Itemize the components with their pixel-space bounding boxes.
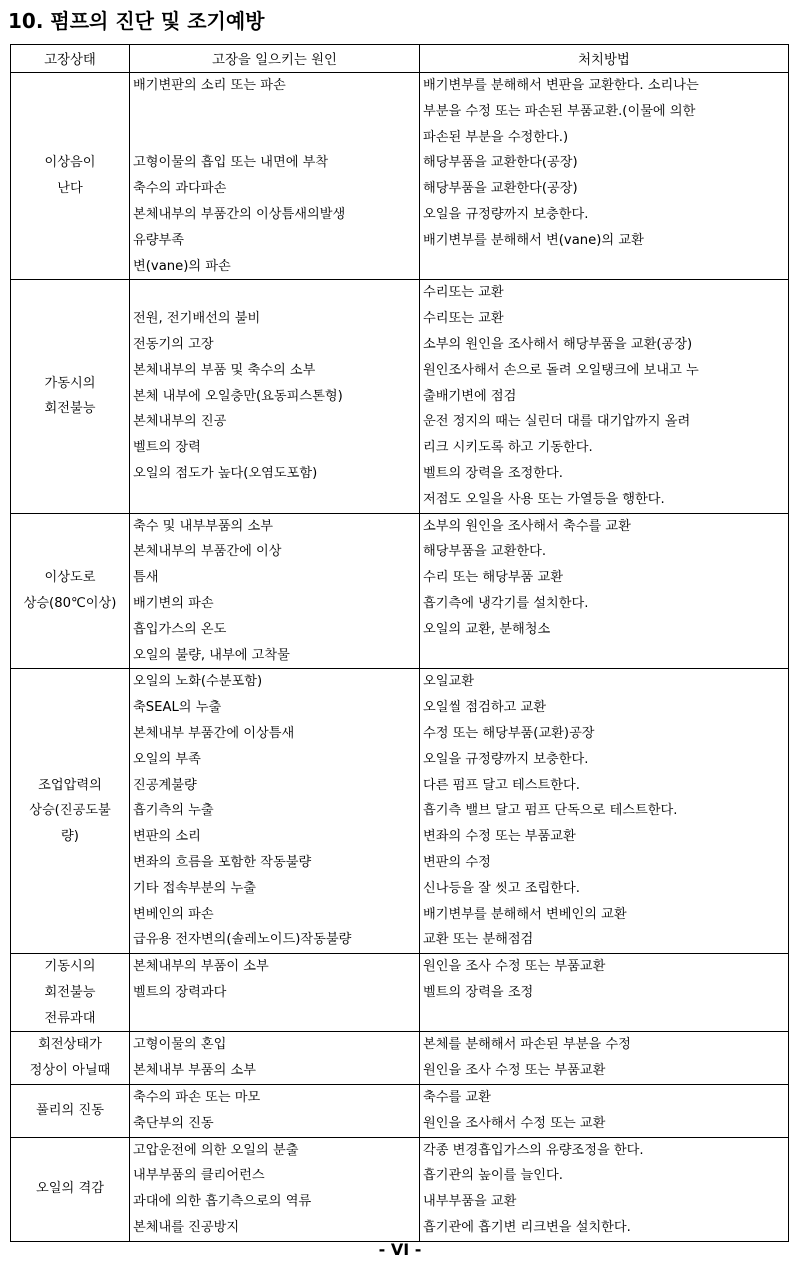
- cause-line: 고압운전에 의한 오일의 분출: [133, 1142, 299, 1158]
- cause-cell: [130, 1137, 420, 1241]
- fault-state-line: 이상음이: [44, 155, 96, 171]
- action-line: 소부의 원인을 조사해서 해당부품을 교환(공장): [423, 336, 693, 352]
- action-cell: [420, 73, 789, 280]
- fault-state-cell: [11, 1032, 130, 1085]
- action-line: 수리또는 교환: [423, 285, 504, 301]
- cause-line: 본체 내부에 오일충만(요동피스톤형): [133, 388, 343, 404]
- fault-state-cell: [11, 1085, 130, 1138]
- cause-line: 고형이물의 혼입: [133, 1037, 227, 1053]
- table-row: [11, 73, 789, 280]
- cause-line: 본체내부 부품의 소부: [133, 1063, 257, 1079]
- fault-state-line: 난다: [57, 181, 83, 197]
- action-line: 원인조사해서 손으로 돌려 오일탱크에 보내고 누: [423, 362, 699, 378]
- action-cell: [420, 513, 789, 669]
- cause-line: [133, 99, 419, 125]
- action-line: 오일을 규정량까지 보충한다.: [423, 206, 589, 222]
- table-row: [11, 1137, 789, 1241]
- action-line: 해당부품을 교환한다(공장): [423, 181, 578, 197]
- fault-state-cell: [11, 1137, 130, 1241]
- action-line: 배기변부를 분해해서 변판을 교환한다. 소리나는: [423, 78, 699, 93]
- action-line: 벨트의 장력을 조정: [423, 984, 534, 1000]
- action-line: 리크 시키도록 하고 기동한다.: [423, 440, 593, 456]
- fault-state-line: 풀리의 진동: [36, 1102, 104, 1118]
- fault-state-line: 회전불능: [44, 984, 96, 1000]
- cause-line: 흡입가스의 온도: [133, 621, 227, 637]
- action-line: 출배기변에 점검: [423, 388, 517, 404]
- action-line: 해당부품을 교환한다(공장): [423, 155, 578, 171]
- action-line: 축수를 교환: [423, 1090, 491, 1106]
- cause-cell: [130, 669, 420, 954]
- cause-cell: [130, 513, 420, 669]
- action-line: 수리또는 교환: [423, 311, 504, 327]
- action-line: 배기변부를 분해해서 변(vane)의 교환: [423, 232, 644, 248]
- cause-cell: [130, 1085, 420, 1138]
- cause-line: 배기변판의 소리 또는 파손: [133, 78, 286, 93]
- action-line: 변판의 수정: [423, 854, 491, 870]
- action-line: 소부의 원인을 조사해서 축수를 교환: [423, 518, 631, 534]
- cause-line: 오일의 노화(수분포함): [133, 674, 263, 690]
- cause-line: [133, 280, 419, 306]
- action-line: 운전 정지의 때는 실린더 대를 대기압까지 올려: [423, 414, 691, 430]
- action-line: 다른 펌프 달고 테스트한다.: [423, 777, 580, 793]
- cause-line: 진공계불량: [133, 777, 197, 793]
- table-row: [11, 954, 789, 1032]
- action-line: 저점도 오일을 사용 또는 가열등을 행한다.: [423, 491, 665, 507]
- cause-line: 본체내부의 부품 및 축수의 소부: [133, 362, 316, 378]
- fault-state-line: 가동시의: [44, 375, 96, 391]
- action-line: 파손된 부분을 수정한다.): [423, 129, 569, 145]
- table-row: [11, 669, 789, 954]
- cause-line: 본체내를 진공방지: [133, 1220, 240, 1236]
- cause-line: 축SEAL의 누출: [133, 700, 222, 716]
- action-line: 원인을 조사해서 수정 또는 교환: [423, 1115, 606, 1131]
- fault-state-line: 정상이 아닐때: [29, 1063, 111, 1079]
- cause-line: 본체내부의 부품이 소부: [133, 959, 269, 975]
- action-line: 내부부품을 교환: [423, 1194, 517, 1210]
- cause-line: 축단부의 진동: [133, 1115, 214, 1131]
- table-row: [11, 1032, 789, 1085]
- fault-state-line: 전류과대: [44, 1010, 96, 1026]
- fault-state-line: 기동시의: [44, 959, 96, 975]
- cause-line: 전원, 전기배선의 불비: [133, 311, 261, 327]
- cause-line: 벨트의 장력과다: [133, 984, 227, 1000]
- action-line: 오일의 교환, 분해청소: [423, 621, 551, 637]
- table-row: [11, 280, 789, 513]
- fault-state-line: 회전불능: [44, 401, 96, 417]
- fault-state-line: 이상도로: [44, 570, 96, 586]
- action-line: 변좌의 수정 또는 부품교환: [423, 829, 576, 845]
- header-actions: 처치방법: [420, 45, 789, 73]
- cause-line: 고형이물의 흡입 또는 내면에 부착: [133, 155, 329, 171]
- cause-line: 변(vane)의 파손: [133, 258, 231, 274]
- cause-line: 배기변의 파손: [133, 595, 214, 611]
- cause-line: 벨트의 장력: [133, 440, 201, 456]
- fault-state-line: 량): [61, 829, 79, 845]
- cause-line: 전동기의 고장: [133, 336, 214, 352]
- action-line: 오일을 규정량까지 보충한다.: [423, 751, 589, 767]
- table-header-row: [11, 45, 789, 73]
- header-state: 고장상태: [11, 45, 130, 73]
- cause-line: 내부부품의 클리어런스: [133, 1168, 265, 1184]
- action-line: 흡기관의 높이를 늘인다.: [423, 1168, 563, 1184]
- cause-line: 흡기측의 누출: [133, 803, 214, 819]
- cause-line: 본체내부의 진공: [133, 414, 227, 430]
- fault-state-line: 오일의 격감: [36, 1181, 104, 1197]
- action-line: 수리 또는 해당부품 교환: [423, 570, 563, 586]
- action-cell: [420, 1085, 789, 1138]
- cause-line: 본체내부의 부품간에 이상: [133, 544, 282, 560]
- cause-cell: [130, 73, 420, 280]
- fault-state-cell: [11, 73, 130, 280]
- table-row: [11, 1085, 789, 1138]
- cause-cell: [130, 280, 420, 513]
- cause-line: 변좌의 흐름을 포함한 작동불량: [133, 854, 312, 870]
- action-line: 본체를 분해해서 파손된 부분을 수정: [423, 1037, 631, 1053]
- cause-line: 급유용 전자변의(솔레노이드)작동불량: [133, 932, 352, 948]
- action-line: 원인을 조사 수정 또는 부품교환: [423, 1063, 606, 1079]
- cause-line: 기타 접속부분의 누출: [133, 880, 257, 896]
- cause-line: 틈새: [133, 570, 159, 586]
- action-cell: [420, 1137, 789, 1241]
- action-line: 신나등을 잘 씻고 조립한다.: [423, 880, 580, 896]
- cause-cell: [130, 1032, 420, 1085]
- cause-line: 축수 및 내부부품의 소부: [133, 518, 273, 534]
- cause-line: 오일의 점도가 높다(오염도포함): [133, 465, 318, 481]
- action-cell: [420, 1032, 789, 1085]
- cause-line: 과대에 의한 흡기측으로의 역류: [133, 1194, 312, 1210]
- cause-line: 변베인의 파손: [133, 906, 214, 922]
- header-causes: 고장을 일으키는 원인: [130, 45, 420, 73]
- cause-line: 유량부족: [133, 232, 184, 248]
- page-number: - VI -: [378, 1240, 422, 1259]
- action-line: 수정 또는 해당부품(교환)공장: [423, 725, 595, 741]
- fault-state-cell: [11, 954, 130, 1032]
- action-cell: [420, 669, 789, 954]
- action-line: 오일교환: [423, 674, 474, 690]
- table-row: [11, 513, 789, 669]
- action-line: 해당부품을 교환한다.: [423, 544, 547, 560]
- action-line: 각종 변경흡입가스의 유량조정을 한다.: [423, 1142, 644, 1158]
- cause-line: 축수의 파손 또는 마모: [133, 1090, 261, 1106]
- action-line: 교환 또는 분해점검: [423, 932, 534, 948]
- fault-state-line: 상승(80℃이상): [23, 595, 117, 611]
- cause-line: 본체내부 부품간에 이상틈새: [133, 725, 295, 741]
- fault-state-line: 상승(진공도불: [29, 803, 111, 819]
- action-line: 오일씰 점검하고 교환: [423, 700, 547, 716]
- action-line: 원인을 조사 수정 또는 부품교환: [423, 959, 606, 975]
- action-line: 부분을 수정 또는 파손된 부품교환.(이물에 의한: [423, 103, 696, 119]
- cause-cell: [130, 954, 420, 1032]
- action-line: 흡기관에 흡기변 리크변을 설치한다.: [423, 1220, 631, 1236]
- fault-state-cell: [11, 280, 130, 513]
- cause-line: 본체내부의 부품간의 이상틈새의발생: [133, 206, 346, 222]
- cause-line: [133, 125, 419, 151]
- fault-state-cell: [11, 513, 130, 669]
- fault-state-line: 회전상태가: [38, 1037, 102, 1053]
- action-line: 배기변부를 분해해서 변베인의 교환: [423, 906, 627, 922]
- page-title: 10. 펌프의 진단 및 조기예방: [8, 9, 265, 33]
- action-cell: [420, 954, 789, 1032]
- fault-state-cell: [11, 669, 130, 954]
- action-line: 흡기측에 냉각기를 설치한다.: [423, 595, 589, 611]
- action-cell: [420, 280, 789, 513]
- cause-line: 오일의 불량, 내부에 고착물: [133, 647, 290, 663]
- action-line: 흡기측 밸브 달고 펌프 단독으로 테스트한다.: [423, 803, 678, 819]
- cause-line: 오일의 부족: [133, 751, 201, 767]
- action-line: 벨트의 장력을 조정한다.: [423, 465, 563, 481]
- cause-line: 축수의 과다파손: [133, 181, 227, 197]
- cause-line: 변판의 소리: [133, 829, 201, 845]
- pump-diagnosis-table: [10, 44, 789, 1242]
- fault-state-line: 조업압력의: [38, 777, 102, 793]
